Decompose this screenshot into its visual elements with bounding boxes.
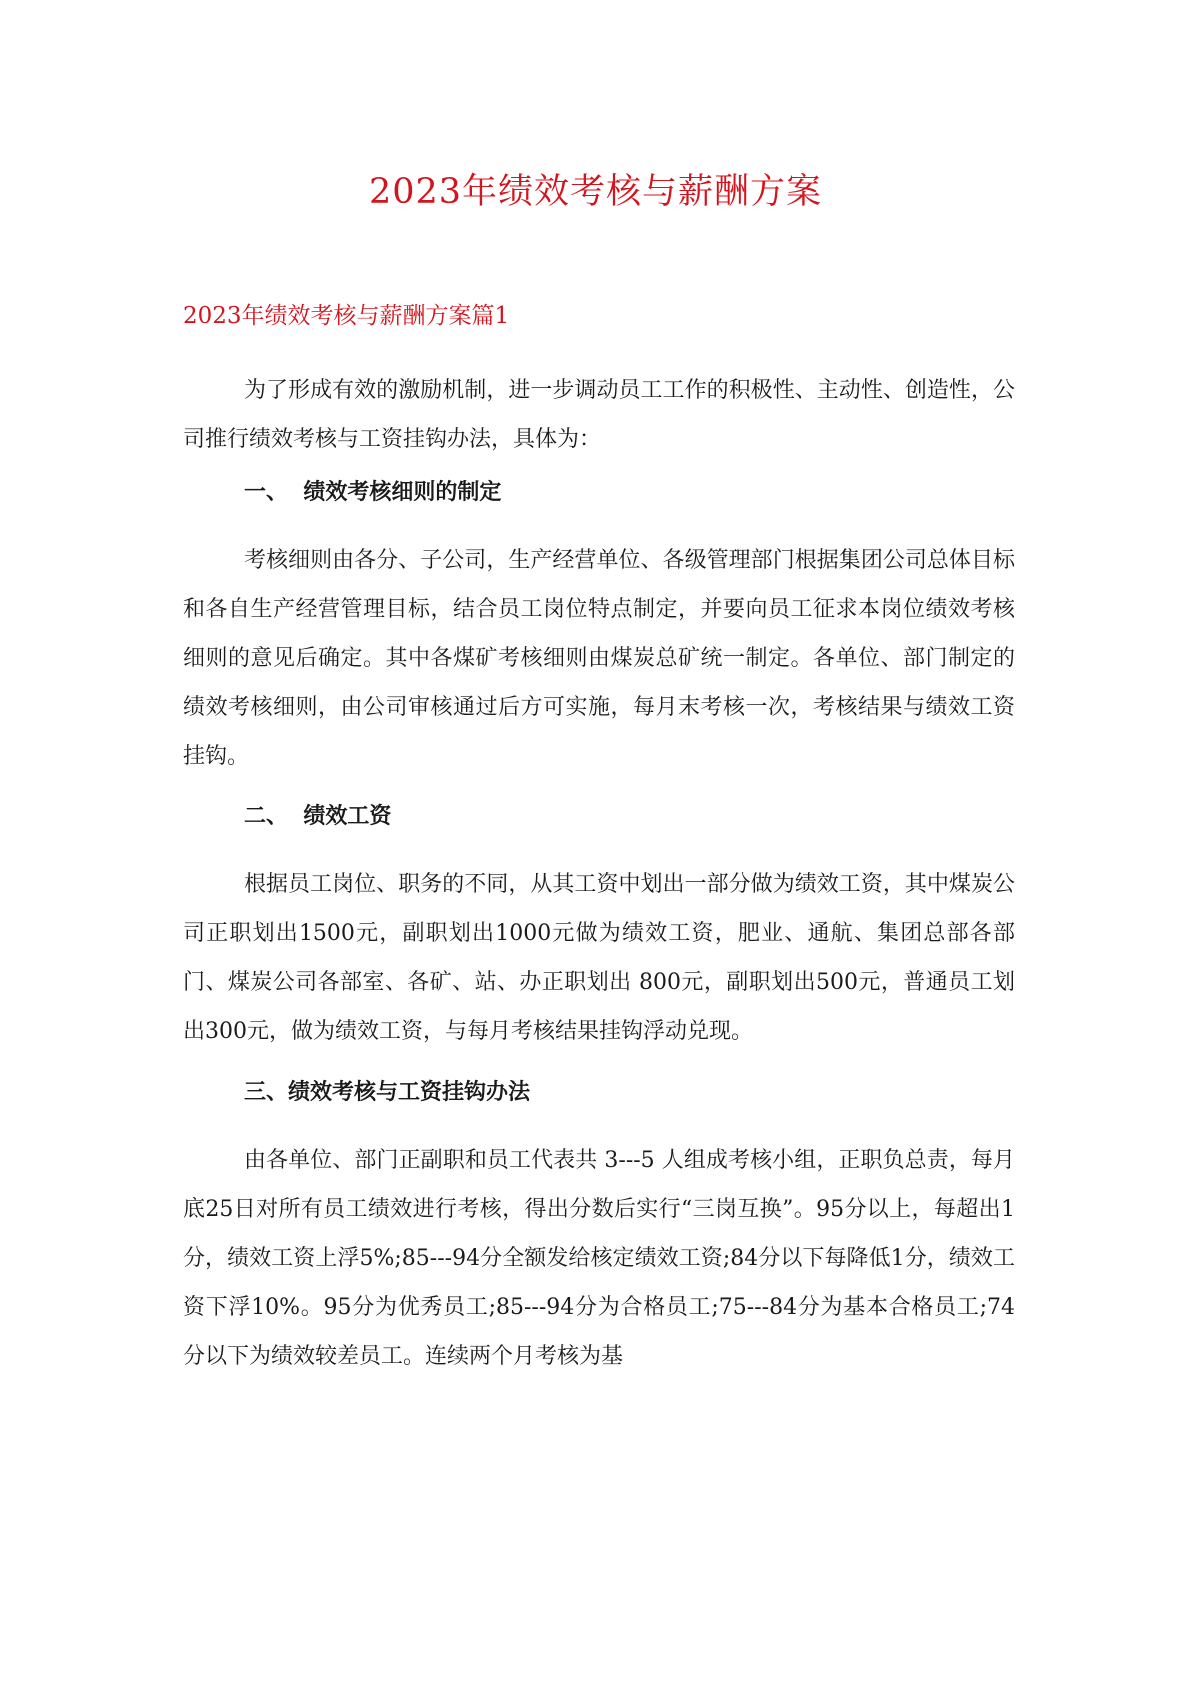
paragraph-three: 由各单位、部门正副职和员工代表共 3---5 人组成考核小组，正职负总责，每月底25日对所有员工绩效进行考核，得出分数后实行“三岗互换”。95分以上，每超出1分，绩效工资上浮5%;85---94分全额发给核定绩效工资;84分以下每降低1分，绩效工资下浮10%。95分为优秀员工;85---94分为合格员工;75---84分为基本合格员工;74分以下为绩效较差员工。连续两个月考核为基 xyxy=(183,1148,1015,1369)
paragraph-two: 根据员工岗位、职务的不同，从其工资中划出一部分做为绩效工资，其中煤炭公司正职划出1500元，副职划出1000元做为绩效工资，肥业、通航、集团总部各部门、煤炭公司各部室、各矿、站、办正职划出 800元，副职划出500元，普通员工划出300元，做为绩效工资，与每月考核结果挂钩浮动兑现。 xyxy=(183,872,1015,1044)
paragraph-one: 考核细则由各分、子公司，生产经营单位、各级管理部门根据集团公司总体目标和各自生产经营管理目标，结合员工岗位特点制定，并要向员工征求本岗位绩效考核细则的意见后确定。其中各煤矿考核细则由煤炭总矿统一制定。各单位、部门制定的绩效考核细则，由公司审核通过后方可实施，每月末考核一次，考核结果与绩效工资挂钩。 xyxy=(183,548,1015,769)
heading-one: 一、 绩效考核细则的制定 xyxy=(244,479,502,505)
intro-paragraph: 为了形成有效的激励机制，进一步调动员工工作的积极性、主动性、创造性，公司推行绩效考核与工资挂钩办法，具体为： xyxy=(183,378,1015,452)
heading-three: 三、绩效考核与工资挂钩办法 xyxy=(244,1079,531,1105)
heading-two: 二、 绩效工资 xyxy=(244,803,392,829)
section-title: 2023年绩效考核与薪酬方案篇1 xyxy=(183,303,510,329)
document-title: 2023年绩效考核与薪酬方案 xyxy=(368,172,823,212)
